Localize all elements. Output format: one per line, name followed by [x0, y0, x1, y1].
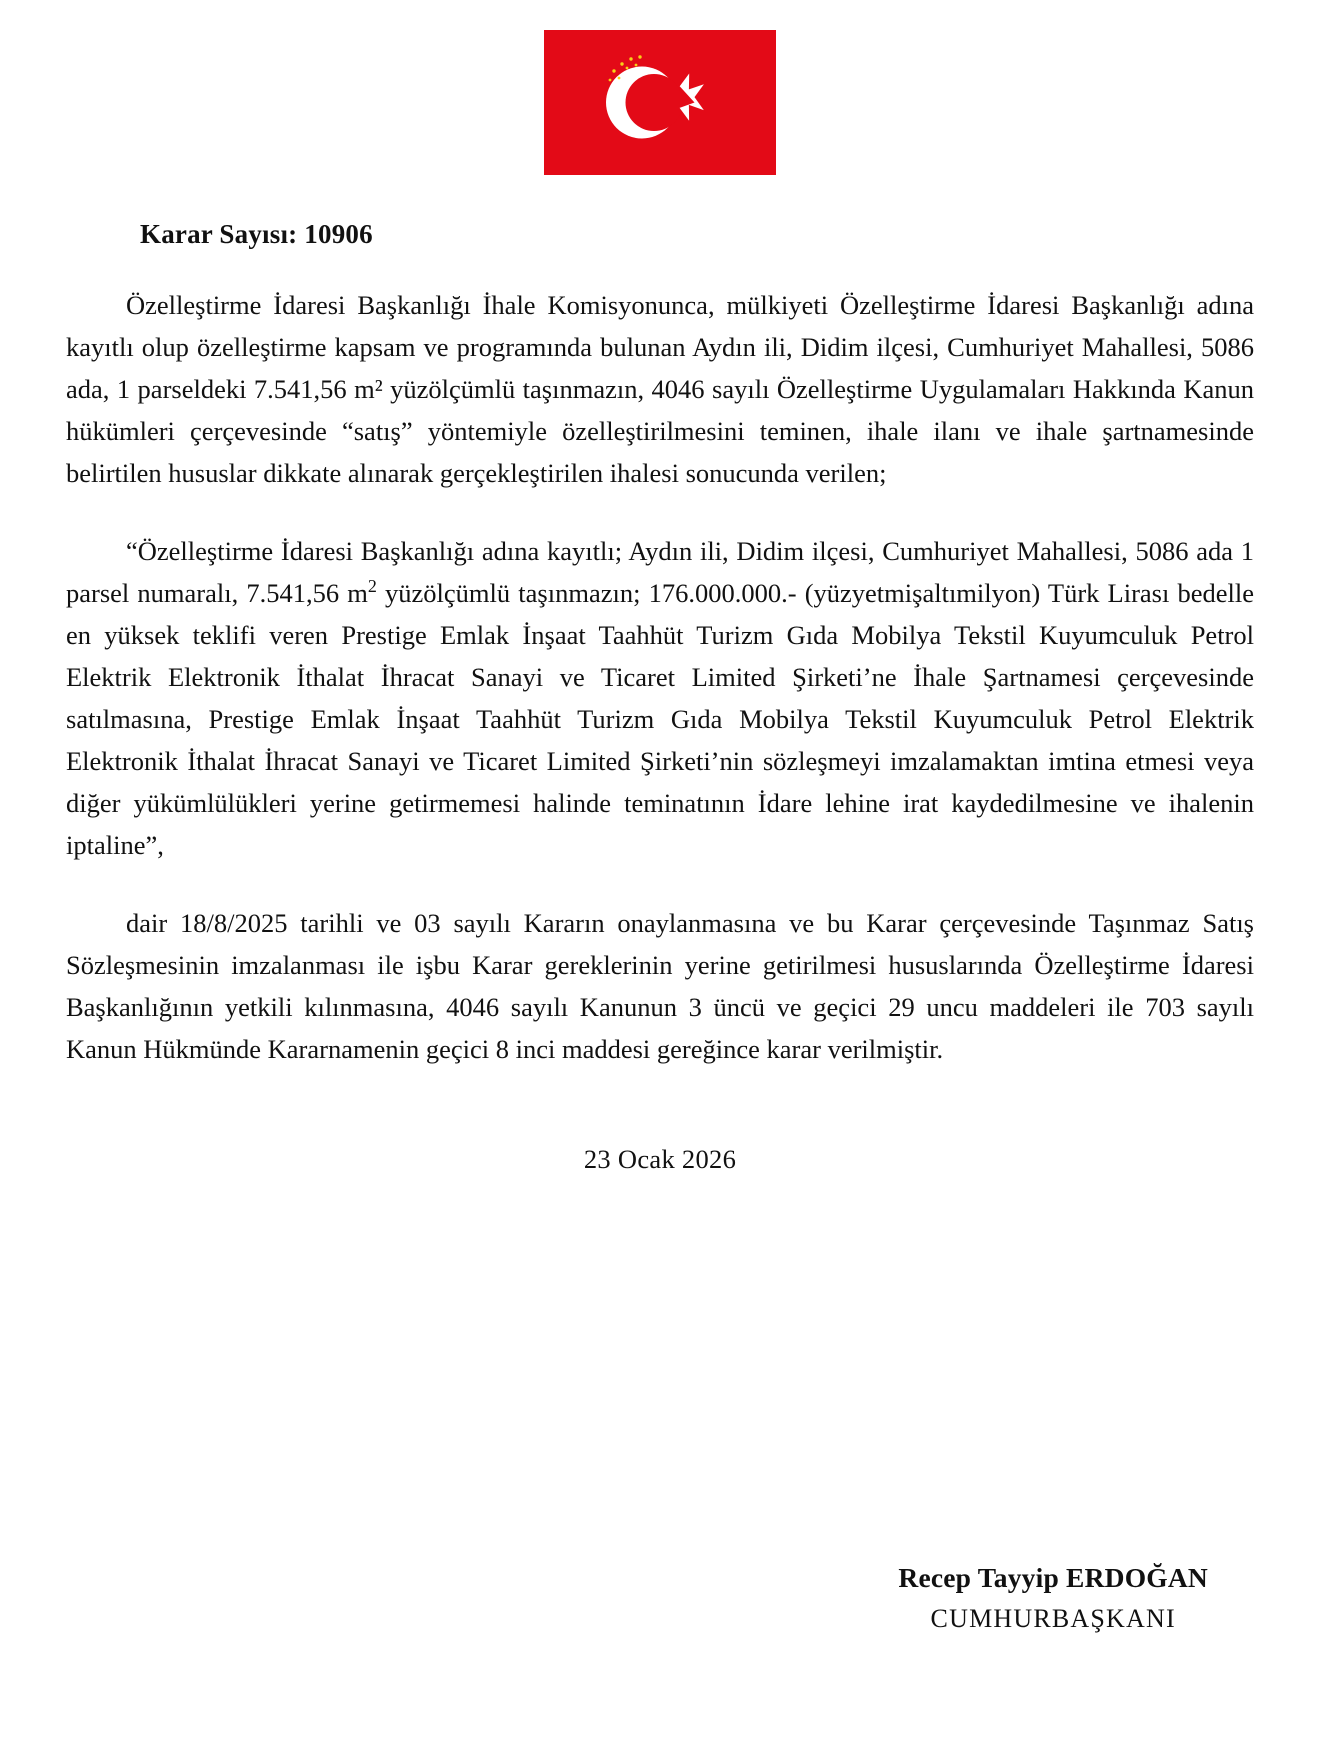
paragraph-2: [66, 530, 1254, 866]
paragraph-1: Özelleştirme İdaresi Başkanlığı İhale Komisyonunca, mülkiyeti Özelleştirme İdaresi Başkanlığı adına kayıtlı olup özelleştirme kapsam ve programında bulunan Aydın ili, Didim ilçesi, Cumhuriyet Mahallesi, 5086 ada, 1 parseldeki 7.541,56 m² yüzölçümlü taşınmazın, 4046 sayılı Özelleştirme Uygulamaları Hakkında Kanun hükümleri çerçevesinde “satış” yöntemiyle özelleştirilmesini teminen, ihale ilanı ve ihale şartnamesinde belirtilen hususlar dikkate alınarak gerçekleştirilen ihalesi sonucunda verilen;: [66, 290, 1254, 488]
paragraph-2-text: “Özelleştirme İdaresi Başkanlığı adına kayıtlı; Aydın ili, Didim ilçesi, Cumhuriyet Mahallesi, 5086 ada 1 parsel numaralı, 7.541,56 $m^2$ yüzölçümlü taşınmazın; 176.000.000.- (yüzyetmişaltımilyon) Türk Lirası bedelle en yüksek teklifi veren Prestige Emlak İnşaat Taahhüt Turizm Gıda Mobilya Tekstil Kuyumculuk Petrol Elektrik Elektronik İthalat İhracat Sanayi ve Ticaret Limited Şirketi’ne İhale Şartnamesi çerçevesinde satılmasına, Prestige Emlak İnşaat Taahhüt Turizm Gıda Mobilya Tekstil Kuyumculuk Petrol Elektrik Elektronik İthalat İhracat Sanayi ve Ticaret Limited Şirketi’nin sözleşmeyi imzalamaktan imtina etmesi veya diğer yükümlülükleri yerine getirmemesi halinde teminatının İdare lehine irat kaydedilmesine ve ihalenin iptaline”,: [66, 536, 1255, 860]
document-body: [64, 284, 1256, 1070]
paragraph-3: dair 18/8/2025 tarihli ve 03 sayılı Kararın onaylanmasına ve bu Karar çerçevesinde Taşınmaz Satış Sözleşmesinin imzalanması ile işbu Karar gereklerinin yerine getirilmesi hususlarında Özelleştirme İdaresi Başkanlığının yetkili kılınmasına, 4046 sayılı Kanunun 3 üncü ve geçici 29 uncu maddeleri ile 703 sayılı Kanun Hükmünde Kararnamenin geçici 8 inci maddesi gereğince karar verilmiştir.: [66, 908, 1254, 1064]
signature-block: [898, 1562, 1208, 1634]
flag-container: [64, 0, 1256, 175]
turkish-flag-icon: [544, 30, 776, 175]
signatory-name: Recep Tayyip ERDOĞAN: [898, 1562, 1208, 1593]
document-date: 23 Ocak 2026: [583, 1144, 737, 1174]
signatory-title: CUMHURBAŞKANI: [930, 1604, 1176, 1633]
decision-number: Karar Sayısı: 10906: [140, 219, 373, 249]
superscript-two: 2: [367, 576, 377, 597]
